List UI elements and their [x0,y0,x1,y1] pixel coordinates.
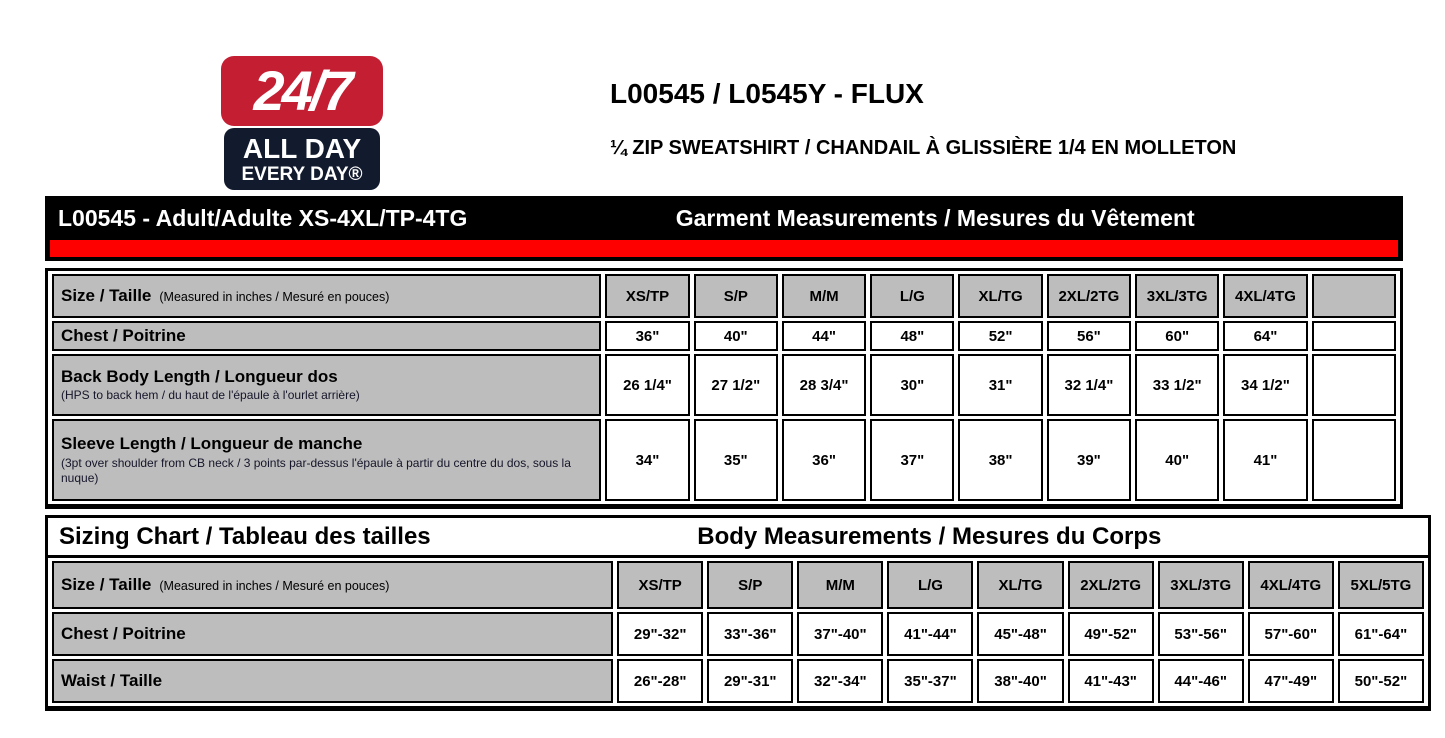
measurement-cell: 41"-44" [887,612,973,656]
measurement-cell: 33 1/2" [1135,354,1219,416]
product-description-subtitle: ¼ ZIP SWEATSHIRT / CHANDAIL À GLISSIÈRE 1/4 EN MOLLETON [610,137,1237,159]
measurement-cell: 30" [870,354,954,416]
size-col-header: 4XL/4TG [1223,274,1307,318]
sizing-chart-section [45,515,1431,711]
sizing-table-title-right: Body Measurements / Mesures du Corps [697,522,1162,550]
logo-24-7-text: 24/7 [253,59,351,122]
body-measurements-grid [45,555,1431,711]
garment-measurements-grid [45,268,1403,509]
measurement-cell: 36" [605,321,689,351]
garment-table-header-band [45,196,1403,261]
measurement-cell: 34" [605,419,689,501]
measurement-cell: 29"-32" [617,612,703,656]
measurement-cell: 53"-56" [1158,612,1244,656]
measurement-cell: 41" [1223,419,1307,501]
size-col-header [1312,274,1396,318]
measurement-cell: 28 3/4" [782,354,866,416]
measurement-cell: 27 1/2" [694,354,778,416]
measurement-cell: 37" [870,419,954,501]
size-col-header: 3XL/3TG [1135,274,1219,318]
measurement-cell: 45"-48" [977,612,1063,656]
garment-table-title-right: Garment Measurements / Mesures du Vêtement [675,204,1195,231]
size-col-header: S/P [707,561,793,609]
row-label-cell [52,354,601,416]
document-header [610,78,1236,160]
size-col-header: 4XL/4TG [1248,561,1334,609]
measurement-cell: 48" [870,321,954,351]
logo-allday-text: ALL DAY [242,133,362,164]
measurement-cell: 37"-40" [797,612,883,656]
sizing-table-titles [45,515,1431,558]
size-label-cell [52,274,601,318]
size-col-header: 2XL/2TG [1047,274,1131,318]
measurement-row [52,419,1396,501]
size-col-header: M/M [797,561,883,609]
size-header-row [52,274,1396,318]
garment-table-title-left: L00545 - Adult/Adulte XS-4XL/TP-4TG [58,204,468,231]
measurement-cell: 49"-52" [1068,612,1154,656]
garment-measurements-section [45,196,1403,509]
row-label: Back Body Length / Longueur dos [61,366,338,386]
row-label: Chest / Poitrine [61,326,186,346]
size-label: Size / Taille [61,286,152,305]
size-col-header: L/G [870,274,954,318]
measurement-cell: 29"-31" [707,659,793,703]
red-stripe [50,240,1398,257]
measurement-cell: 26 1/4" [605,354,689,416]
measurement-cell: 39" [1047,419,1131,501]
measurement-cell: 26"-28" [617,659,703,703]
measurement-cell [1312,419,1396,501]
row-label-cell [52,612,613,656]
size-label-cell [52,561,613,609]
size-col-header: M/M [782,274,866,318]
size-col-header: XL/TG [958,274,1042,318]
product-code-title: L00545 / L0545Y - FLUX [610,78,924,109]
measurement-cell: 44"-46" [1158,659,1244,703]
size-col-header: 3XL/3TG [1158,561,1244,609]
row-note: (3pt over shoulder from CB neck / 3 points par-dessus l'épaule à partir du centre du dos, sous la nuque) [61,455,571,485]
size-col-header: 2XL/2TG [1068,561,1154,609]
size-col-header: XL/TG [977,561,1063,609]
measurement-cell [1312,321,1396,351]
row-label-cell [52,419,601,501]
measurement-cell: 50"-52" [1338,659,1424,703]
measurement-cell: 36" [782,419,866,501]
size-label: Size / Taille [61,575,152,594]
measurement-row [52,321,1396,351]
row-label: Sleeve Length / Longueur de manche [61,434,363,454]
measurement-cell: 32"-34" [797,659,883,703]
measurement-cell: 35" [694,419,778,501]
measurement-cell: 38" [958,419,1042,501]
measurement-cell: 57"-60" [1248,612,1334,656]
measurement-cell: 40" [1135,419,1219,501]
garment-table-titles [45,196,1403,240]
measurement-cell: 31" [958,354,1042,416]
row-label-cell [52,659,613,703]
size-header-row [52,561,1424,609]
row-label: Chest / Poitrine [61,624,186,644]
size-col-header: XS/TP [617,561,703,609]
size-col-header: L/G [887,561,973,609]
logo-allday-badge [224,128,380,190]
size-col-header: XS/TP [605,274,689,318]
measurement-row [52,354,1396,416]
row-label: Waist / Taille [61,671,163,691]
measurement-cell: 44" [782,321,866,351]
measurement-cell: 34 1/2" [1223,354,1307,416]
measurement-cell [1312,354,1396,416]
measurement-cell: 40" [694,321,778,351]
row-label-cell [52,321,601,351]
size-col-header: S/P [694,274,778,318]
measurement-cell: 47"-49" [1248,659,1334,703]
size-col-header: 5XL/5TG [1338,561,1424,609]
brand-logo [221,56,383,190]
measurement-cell: 32 1/4" [1047,354,1131,416]
size-units-note: (Measured in inches / Mesuré en pouces) [159,290,390,304]
size-units-note: (Measured in inches / Mesuré en pouces) [159,579,390,593]
logo-24-7-badge [221,56,383,126]
measurement-row [52,659,1424,703]
measurement-cell: 41"-43" [1068,659,1154,703]
measurement-cell: 38"-40" [977,659,1063,703]
measurement-cell: 35"-37" [887,659,973,703]
row-note: (HPS to back hem / du haut de l'épaule à l'ourlet arrière) [61,388,360,403]
measurement-cell: 60" [1135,321,1219,351]
measurement-cell: 52" [958,321,1042,351]
measurement-cell: 64" [1223,321,1307,351]
sizing-table-title-left: Sizing Chart / Tableau des tailles [59,522,431,550]
logo-everyday-text: EVERY DAY® [241,164,363,185]
measurement-row [52,612,1424,656]
measurement-cell: 33"-36" [707,612,793,656]
measurement-cell: 56" [1047,321,1131,351]
measurement-cell: 61"-64" [1338,612,1424,656]
